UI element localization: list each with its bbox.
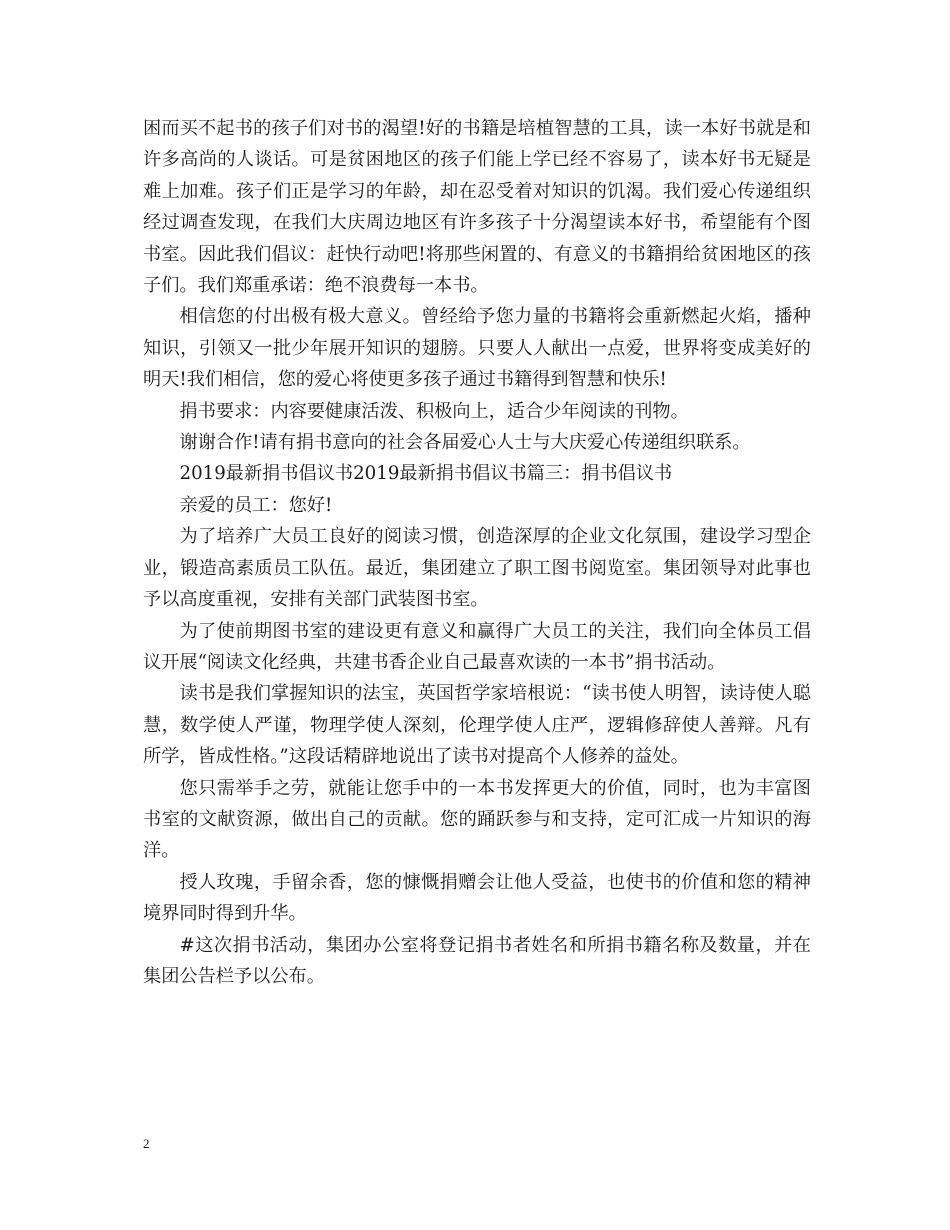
page-number: 2 [143,1136,150,1151]
greeting-line: 亲爱的员工：您好! [179,494,333,516]
section-heading: 2019最新捐书倡议书2019最新捐书倡议书篇三：捐书倡议书 [179,463,673,485]
paragraph-3: 捐书要求：内容要健康活泼、积极向上，适合少年阅读的刊物。 [179,400,689,422]
paragraph-11: 授人玫瑰，手留余香，您的慷慨捐赠会让他人受益，也使书的价值和您的精神境界同时得到升华。 [143,871,811,925]
paragraph-12: #这次捐书活动，集团办公室将登记捐书者姓名和所捐书籍名称及数量，并在集团公告栏予以公布。 [143,934,811,987]
paragraph-10: 您只需举手之劳，就能让您手中的一本书发挥更大的价值，同时，也为丰富图书室的文献资源，做出自己的贡献。您的踊跃参与和支持，定可汇成一片知识的海洋。 [143,777,811,862]
document-body [143,113,811,992]
paragraph-1: 困而买不起书的孩子们对书的渴望!好的书籍是培植智慧的工具，读一本好书就是和许多高尚的人谈话。可是贫困地区的孩子们能上学已经不容易了，读本好书无疑是难上加难。孩子们正是学习的年龄，却在忍受着对知识的饥渴。我们爱心传递组织经过调查发现，在我们大庆周边地区有许多孩子十分渴望读本好书，希望能有个图书室。因此我们倡议：赶快行动吧!将那些闲置的、有意义的书籍捐给贫困地区的孩子们。我们郑重承诺：绝不浪费每一本书。 [143,118,811,297]
paragraph-8: 为了使前期图书室的建设更有意义和赢得广大员工的关注，我们向全体员工倡议开展“阅读文化经典，共建书香企业自己最喜欢读的一本书”捐书活动。 [143,620,811,673]
paragraph-4: 谢谢合作!请有捐书意向的社会各届爱心人士与大庆爱心传递组织联系。 [179,432,751,454]
paragraph-9: 读书是我们掌握知识的法宝，英国哲学家培根说：“读书使人明智，读诗使人聪慧，数学使人严谨，物理学使人深刻，伦理学使人庄严，逻辑修辞使人善辩。凡有所学，皆成性格。”这段话精辟地说出了读书对提高个人修养的益处。 [143,683,811,768]
paragraph-2: 相信您的付出极有极大意义。曾经给予您力量的书籍将会重新燃起火焰，播种知识，引领又一批少年展开知识的翅膀。只要人人献出一点爱，世界将变成美好的明天!我们相信，您的爱心将使更多孩子通过书籍得到智慧和快乐! [143,306,811,391]
paragraph-7: 为了培养广大员工良好的阅读习惯，创造深厚的企业文化氛围，建设学习型企业，锻造高素质员工队伍。最近，集团建立了职工图书阅览室。集团领导对此事也予以高度重视，安排有关部门武装图书室。 [143,526,811,611]
